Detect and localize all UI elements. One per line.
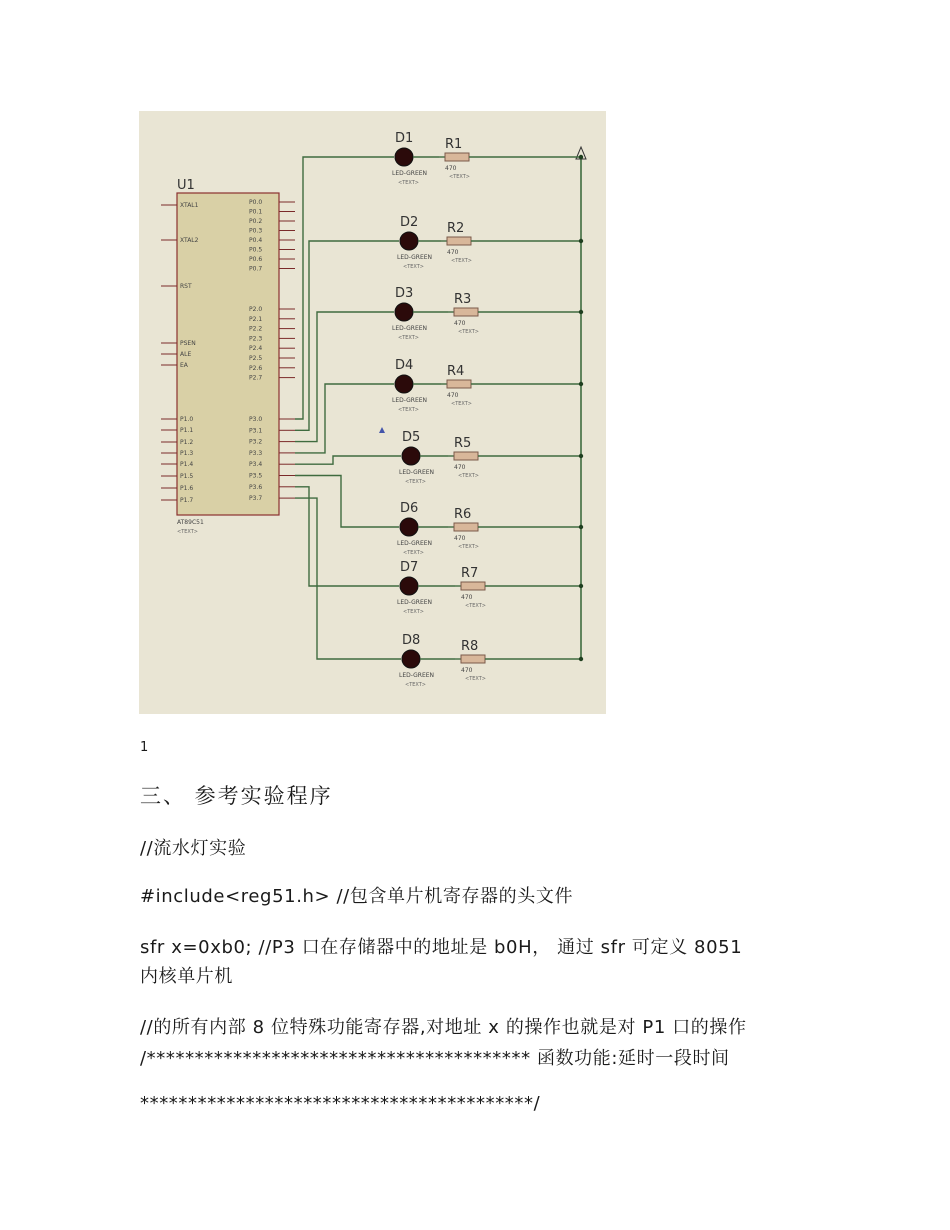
led-wire: [295, 498, 401, 659]
code-function-comment-start: /**************************************** 函数功能:延时一段时间: [140, 1048, 730, 1069]
chip-left-pin-label: RST: [180, 283, 192, 290]
resistor-value-label: 470: [461, 594, 473, 601]
led-type-label: LED-GREEN: [392, 397, 428, 404]
code-sfr-line: sfr x=0xb0; //P3 口在存储器中的地址是 b0H， 通过 sfr 可定义 8051: [140, 937, 743, 958]
resistor-text-placeholder: <TEXT>: [458, 473, 479, 479]
rail-junction-dot: [579, 239, 583, 243]
chip-right-pin-label: P2.7: [249, 374, 263, 382]
chip-left-pin-label: XTAL1: [180, 202, 199, 209]
circuit-schematic-figure: [139, 111, 606, 714]
chip-left-pin-label: PSEN: [180, 340, 196, 347]
chip-left-pin-label: EA: [180, 362, 188, 369]
led-text-placeholder: <TEXT>: [403, 264, 424, 270]
led-wire: [295, 384, 394, 453]
resistor-text-placeholder: <TEXT>: [458, 544, 479, 550]
chip-left-pin-label: ALE: [180, 351, 192, 358]
resistor-body: [447, 237, 471, 245]
led-type-label: LED-GREEN: [392, 170, 428, 177]
resistor-label: R8: [461, 639, 479, 654]
led-type-label: LED-GREEN: [397, 599, 433, 606]
chip-right-pin-label: P3.6: [249, 483, 263, 491]
resistor-label: R6: [454, 507, 472, 522]
resistor-label: R7: [461, 566, 479, 581]
led-type-label: LED-GREEN: [392, 325, 428, 332]
chip-left-pin-label: P1.0: [180, 416, 194, 423]
led-type-label: LED-GREEN: [397, 254, 433, 261]
chip-right-pin-label: P2.5: [249, 355, 263, 362]
resistor-text-placeholder: <TEXT>: [465, 603, 486, 609]
led-wire: [295, 476, 399, 528]
led-wire: [295, 157, 394, 419]
chip-right-pin-label: P2.1: [249, 315, 263, 323]
chip-right-pin-label: P2.3: [249, 335, 263, 343]
chip-right-pin-label: P3.5: [249, 472, 263, 480]
led-text-placeholder: <TEXT>: [403, 550, 424, 556]
chip-right-pin-label: P0.5: [249, 246, 263, 254]
led-icon: [395, 375, 413, 393]
resistor-label: R4: [447, 364, 465, 379]
led-wire: [295, 241, 399, 430]
led-icon: [395, 148, 413, 166]
resistor-text-placeholder: <TEXT>: [451, 401, 472, 407]
chip-left-pin-label: P1.2: [180, 439, 194, 446]
resistor-text-placeholder: <TEXT>: [465, 676, 486, 682]
led-wire: [295, 312, 394, 442]
chip-left-pin-label: P1.3: [180, 450, 194, 457]
chip-left-pin-label: XTAL2: [180, 237, 199, 244]
resistor-text-placeholder: <TEXT>: [451, 258, 472, 264]
resistor-value-label: 470: [447, 392, 459, 399]
led-type-label: LED-GREEN: [397, 540, 433, 547]
resistor-body: [454, 523, 478, 531]
led-icon: [400, 577, 418, 595]
led-text-placeholder: <TEXT>: [403, 609, 424, 615]
led-icon: [400, 518, 418, 536]
resistor-body: [447, 380, 471, 388]
chip-left-pin-label: P1.6: [180, 485, 194, 492]
led-label: D6: [400, 501, 419, 516]
rail-junction-dot: [579, 382, 583, 386]
led-label: D8: [402, 633, 421, 648]
rail-junction-dot: [579, 525, 583, 529]
chip-right-pin-label: P0.3: [249, 227, 263, 235]
led-label: D7: [400, 560, 419, 575]
led-label: D3: [395, 286, 414, 301]
chip-right-pin-label: P0.4: [249, 237, 263, 244]
led-text-placeholder: <TEXT>: [405, 682, 426, 688]
chip-part-label: AT89C51: [177, 519, 204, 526]
resistor-text-placeholder: <TEXT>: [449, 174, 470, 180]
code-sfr-line-continued: 内核单片机: [140, 966, 233, 987]
section-heading: 三、 参考实验程序: [140, 784, 333, 808]
chip-left-pin-label: P1.7: [180, 497, 194, 504]
led-text-placeholder: <TEXT>: [398, 335, 419, 341]
led-icon: [402, 447, 420, 465]
rail-junction-dot: [579, 584, 583, 588]
resistor-label: R2: [447, 221, 465, 236]
led-label: D2: [400, 215, 419, 230]
code-include-line: #include<reg51.h> //包含单片机寄存器的头文件: [140, 886, 574, 907]
led-wire: [295, 456, 401, 464]
page-number: 1: [140, 740, 149, 755]
rail-junction-dot: [579, 454, 583, 458]
chip-text-placeholder: <TEXT>: [177, 529, 198, 535]
chip-right-pin-label: P0.2: [249, 218, 263, 225]
led-type-label: LED-GREEN: [399, 469, 435, 476]
chip-right-pin-label: P2.2: [249, 325, 263, 333]
chip-right-pin-label: P3.2: [249, 438, 263, 446]
probe-marker-icon: [379, 427, 385, 433]
resistor-body: [454, 452, 478, 460]
chip-left-pin-label: P1.1: [180, 427, 194, 434]
led-text-placeholder: <TEXT>: [398, 407, 419, 413]
resistor-value-label: 470: [445, 165, 457, 172]
resistor-label: R5: [454, 436, 472, 451]
led-label: D4: [395, 358, 414, 373]
rail-junction-dot: [579, 155, 583, 159]
resistor-text-placeholder: <TEXT>: [458, 329, 479, 335]
chip-right-pin-label: P2.4: [249, 345, 263, 353]
led-text-placeholder: <TEXT>: [398, 180, 419, 186]
led-label: D1: [395, 131, 414, 146]
resistor-value-label: 470: [461, 667, 473, 674]
chip-right-pin-label: P0.0: [249, 199, 263, 206]
resistor-body: [445, 153, 469, 161]
led-type-label: LED-GREEN: [399, 672, 435, 679]
chip-right-pin-label: P2.0: [249, 306, 263, 313]
chip-left-pin-label: P1.5: [180, 473, 194, 480]
led-icon: [395, 303, 413, 321]
resistor-value-label: 470: [454, 535, 466, 542]
chip-ref-label: U1: [177, 178, 195, 193]
chip-right-pin-label: P0.7: [249, 265, 263, 273]
chip-right-pin-label: P2.6: [249, 364, 263, 372]
chip-right-pin-label: P3.1: [249, 427, 263, 435]
led-icon: [400, 232, 418, 250]
chip-right-pin-label: P0.1: [249, 208, 263, 216]
resistor-body: [461, 655, 485, 663]
rail-junction-dot: [579, 310, 583, 314]
code-sfr-comment: //的所有内部 8 位特殊功能寄存器,对地址 x 的操作也就是对 P1 口的操作: [140, 1017, 747, 1038]
chip-right-pin-label: P3.7: [249, 495, 263, 503]
led-label: D5: [402, 430, 421, 445]
resistor-body: [461, 582, 485, 590]
led-icon: [402, 650, 420, 668]
resistor-body: [454, 308, 478, 316]
resistor-value-label: 470: [454, 464, 466, 471]
code-function-comment-end: *****************************************/: [140, 1093, 541, 1114]
resistor-value-label: 470: [454, 320, 466, 327]
resistor-label: R3: [454, 292, 472, 307]
resistor-value-label: 470: [447, 249, 459, 256]
rail-junction-dot: [579, 657, 583, 661]
chip-right-pin-label: P3.4: [249, 461, 263, 469]
led-text-placeholder: <TEXT>: [405, 479, 426, 485]
led-wire: [295, 487, 399, 586]
code-comment-title: //流水灯实验: [140, 838, 247, 859]
chip-right-pin-label: P0.6: [249, 256, 263, 263]
chip-left-pin-label: P1.4: [180, 461, 194, 468]
chip-right-pin-label: P3.3: [249, 449, 263, 457]
chip-right-pin-label: P3.0: [249, 416, 263, 423]
resistor-label: R1: [445, 137, 463, 152]
